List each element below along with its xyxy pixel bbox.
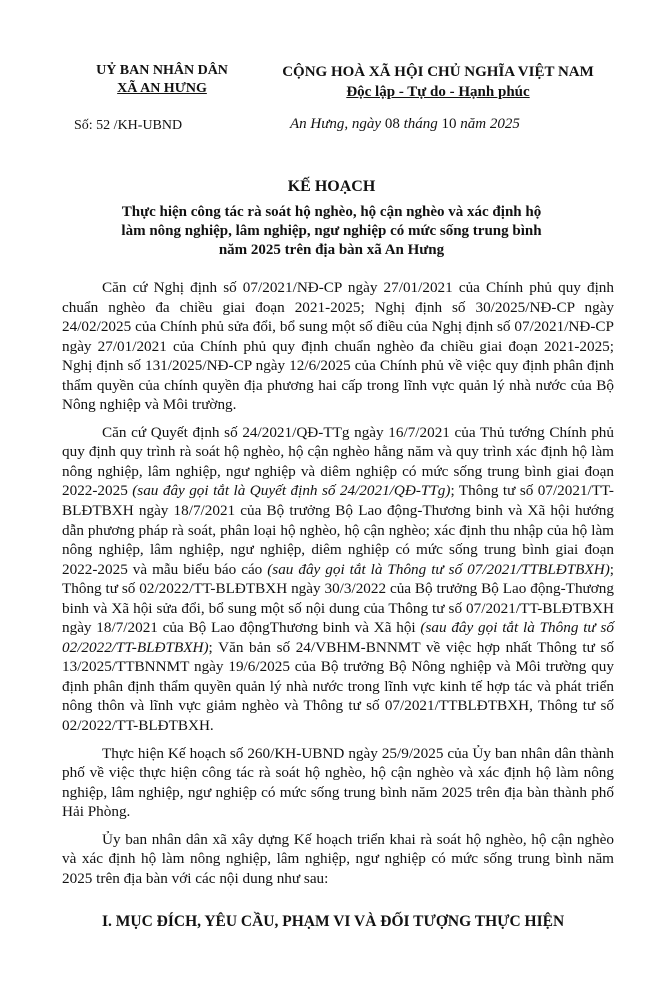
authority-line-1: UỶ BAN NHÂN DÂN — [96, 63, 228, 78]
p2-text-g: ; Văn bản số 24/VBHM-BNNMT về việc hợp nhất Thông tư số 13/2025/TTBNNMT ngày 19/6/2025 của Bộ trưởng Bộ Nông nghiệp và Môi trường quy định phân định thẩm quyền quản lý nhà nước trong lĩnh vực kinh tế hợp tác và phát triển nông thôn và lĩnh vực giảm nghèo và Thông tư số 07/2021/TTBLĐTBXH, Thông tư số 02/2022/TT-BLĐTBXH. — [62, 638, 614, 735]
document-number: Số: 52 /KH-UBND — [74, 118, 183, 133]
issuing-authority — [72, 62, 252, 98]
motto-line: Độc lập - Tự do - Hạnh phúc — [346, 84, 530, 100]
authority-line-2: XÃ AN HƯNG — [117, 81, 207, 96]
p2-text-c: ; Thông tư số 07/2021/TT-BLĐTBXH ngày 18/7/2021 của Bộ trưởng Bộ Lao động-Thương binh và Xã hội hướng dẫn phương pháp rà soát, phân loại hộ nghèo, hộ cận nghèo; xác định thu nhập của hộ làm nông nghiệp, lâm nghiệp, ngư nghiệp, diêm nghiệp có mức sống trung bình giai đoạn 2022-2025 và mẫu biểu báo cáo — [62, 482, 614, 578]
document-subtitle — [0, 203, 663, 260]
paragraph-3: Thực hiện Kế hoạch số 260/KH-UBND ngày 25/9/2025 của Ủy ban nhân dân thành phố về việc thực hiện công tác rà soát hộ nghèo, hộ cận nghèo và xác định hộ làm nông nghiệp, lâm nghiệp, ngư nghiệp có mức sống trung bình năm 2025 trên địa bàn thành phố Hải Phòng. — [62, 744, 614, 821]
date-month: 10 — [441, 116, 457, 132]
section-heading: I. MỤC ĐÍCH, YÊU CẦU, PHẠM VI VÀ ĐỐI TƯỢNG THỰC HIỆN — [102, 913, 565, 930]
issue-date — [290, 116, 520, 133]
paragraph-4: Ủy ban nhân dân xã xây dựng Kế hoạch triển khai rà soát hộ nghèo, hộ cận nghèo và xác định hộ làm nông nghiệp, lâm nghiệp, ngư nghiệp có mức sống trung bình năm 2025 trên địa bàn với các nội dung như sau: — [62, 830, 614, 887]
date-mid: tháng — [399, 116, 442, 132]
p2-note-3: (sau đây gọi tắt là Thông tư số 02/2022/TT-BLĐTBXH) — [62, 619, 614, 656]
document-body — [62, 278, 614, 896]
p2-note-1: (sau đây gọi tắt là Quyết định số 24/2021/QĐ-TTg) — [132, 482, 451, 500]
paragraph-2 — [62, 423, 614, 736]
document-title: KẾ HOẠCH — [287, 178, 376, 195]
paragraph-1: Căn cứ Nghị định số 07/2021/NĐ-CP ngày 27/01/2021 của Chính phủ quy định chuẩn nghèo đa chiều giai đoạn 2021-2025; Nghị định số 30/2025/NĐ-CP ngày 24/02/2025 của Chính phủ sửa đổi, bổ sung một số điều của Nghị định số 07/2021/NĐ-CP ngày 27/01/2021 của Chính phủ quy định chuẩn nghèo đa chiều giai đoạn 2021-2025; Nghị định số 131/2025/NĐ-CP ngày 12/6/2025 của Chính phủ về việc quy định phân định thẩm quyền của chính quyền địa phương hai cấp trong lĩnh vực quản lý nhà nước của Bộ Nông nghiệp và Môi trường. — [62, 279, 614, 414]
nation-name: CỘNG HOÀ XÃ HỘI CHỦ NGHĨA VIỆT NAM — [282, 64, 594, 80]
p2-text-a: Căn cứ Quyết định số 24/2021/QĐ-TTg ngày 16/7/2021 của Thủ tướng Chính phủ quy định quy trình rà soát hộ nghèo, hộ cận nghèo hằng năm và quy trình xác định hộ làm nông nghiệp, lâm nghiệp, ngư nghiệp và diêm nghiệp có mức sống trung bình giai đoạn 2022-2025 — [62, 423, 614, 500]
p2-text-e: ; Thông tư số 02/2022/TT-BLĐTBXH ngày 30/3/2022 của Bộ trưởng Bộ Lao động-Thương binh và Xã hội sửa đổi, bổ sung một số nội dung của Thông tư số 07/2021/TT-BLĐTBXH ngày 18/7/2021 của Bộ Lao độngThương binh và Xã hội — [62, 560, 614, 637]
national-motto — [262, 62, 614, 102]
subtitle-text: Thực hiện công tác rà soát hộ nghèo, hộ cận nghèo và xác định hộ làm nông nghiệp, lâm nghiệp, ngư nghiệp có mức sống trung bình năm 2025 trên địa bàn xã An Hưng — [121, 204, 542, 258]
date-suffix: năm 2025 — [456, 116, 520, 132]
date-day: 08 — [384, 116, 400, 132]
date-prefix: An Hưng, ngày — [290, 116, 385, 132]
p2-note-2: (sau đây gọi tắt là Thông tư số 07/2021/TTBLĐTBXH) — [267, 560, 610, 578]
